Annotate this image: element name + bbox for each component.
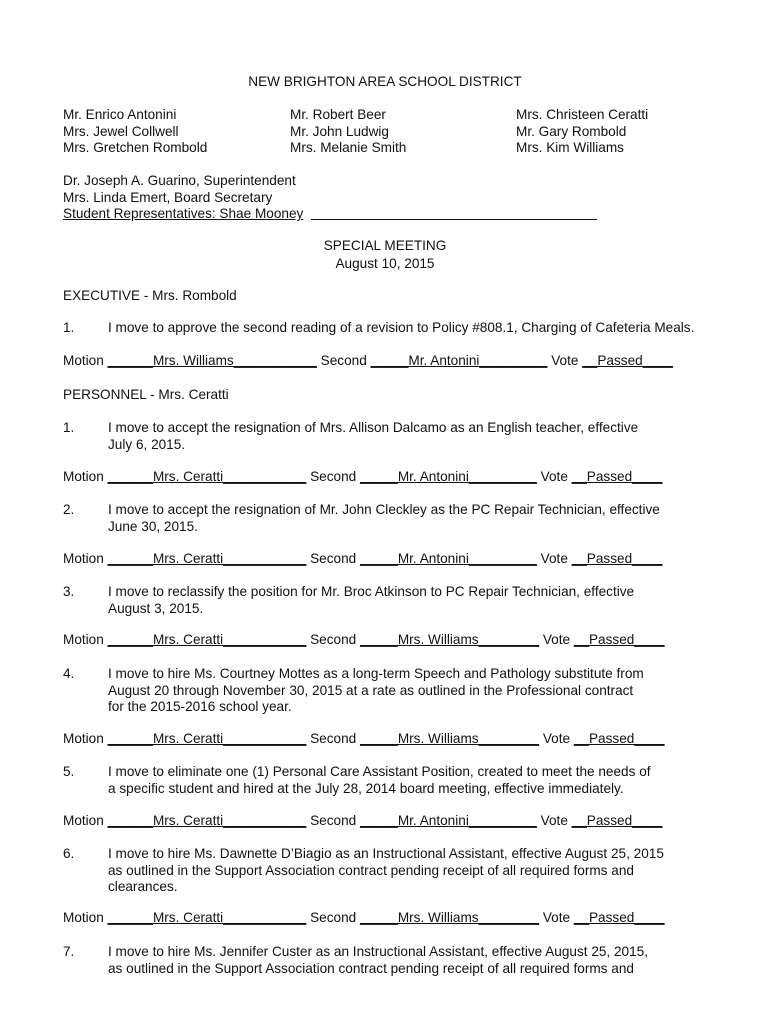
motion-label: Motion	[63, 731, 108, 746]
vote-label: Vote	[536, 469, 572, 484]
second-by: _____Mrs. Williams________	[360, 731, 540, 746]
item-line: July 6, 2015.	[108, 436, 186, 452]
board-member: Mr. John Ludwig	[290, 123, 389, 139]
item-line: June 30, 2015.	[108, 518, 198, 534]
vote-label: Vote	[536, 813, 572, 828]
item-line: August 3, 2015.	[108, 600, 204, 616]
motion-line	[63, 813, 662, 829]
second-label: Second	[306, 731, 361, 746]
second-label: Second	[306, 469, 361, 484]
item-text	[108, 944, 648, 977]
item-line: August 20 through November 30, 2015 at a rate as outlined in the Professional contract	[108, 682, 634, 698]
board-members-column-2	[290, 107, 406, 157]
board-secretary: Mrs. Linda Emert, Board Secretary	[63, 189, 273, 205]
board-member: Mrs. Gretchen Rombold	[63, 140, 208, 155]
motion-line	[63, 353, 673, 369]
item-number: 1.	[63, 420, 75, 435]
item-line: I move to hire Ms. Courtney Mottes as a long-term Speech and Pathology substitute from	[108, 666, 644, 681]
board-member: Mrs. Christeen Ceratti	[516, 107, 649, 122]
student-line-rule	[311, 219, 597, 220]
item-number: 4.	[63, 666, 75, 681]
second-by: _____Mrs. Williams________	[360, 910, 540, 925]
motion-line	[63, 731, 665, 747]
second-label: Second	[316, 353, 371, 368]
item-number: 5.	[63, 764, 75, 779]
item-line: I move to reclassify the position for Mr. Broc Atkinson to PC Repair Technician, effective	[108, 584, 635, 599]
administration-block	[63, 173, 303, 223]
second-by: _____Mrs. Williams________	[360, 632, 540, 647]
item-text	[108, 666, 644, 716]
item-line: I move to approve the second reading of a revision to Policy #808.1, Charging of Cafeteria Meals.	[108, 320, 695, 335]
second-label: Second	[306, 813, 361, 828]
motion-label: Motion	[63, 632, 108, 647]
board-member: Mr. Enrico Antonini	[63, 107, 177, 122]
item-line: as outlined in the Support Association contract pending receipt of all required forms and	[108, 960, 634, 976]
vote-result: __Passed____	[573, 632, 665, 647]
second-by: _____Mr. Antonini_________	[370, 353, 548, 368]
item-text	[108, 846, 664, 896]
vote-label: Vote	[539, 910, 574, 925]
section-heading-executive: EXECUTIVE - Mrs. Rombold	[63, 288, 237, 303]
item-line: I move to hire Ms. Dawnette D’Biagio as an Instructional Assistant, effective August 25, 2015	[108, 846, 664, 861]
motion-label: Motion	[63, 813, 108, 828]
motion-by: ______Mrs. Ceratti___________	[107, 469, 307, 484]
motion-line	[63, 910, 665, 926]
motion-by: ______Mrs. Ceratti___________	[107, 551, 307, 566]
board-member: Mr. Robert Beer	[290, 107, 386, 122]
item-text	[108, 420, 638, 453]
item-line: clearances.	[108, 879, 178, 894]
vote-label: Vote	[539, 632, 574, 647]
board-member: Mrs. Jewel Collwell	[63, 123, 179, 139]
item-text	[108, 584, 634, 617]
item-line: I move to hire Ms. Jennifer Custer as an Instructional Assistant, effective August 25, 2015,	[108, 944, 649, 959]
motion-line	[63, 551, 662, 567]
motion-by: ______Mrs. Ceratti___________	[107, 632, 307, 647]
item-number: 2.	[63, 502, 75, 517]
item-text	[108, 764, 651, 797]
motion-by: ______Mrs. Ceratti___________	[107, 731, 307, 746]
item-line: as outlined in the Support Association contract pending receipt of all required forms and	[108, 862, 634, 878]
vote-result: __Passed____	[582, 353, 673, 368]
item-number: 6.	[63, 846, 75, 861]
item-line: a specific student and hired at the July 28, 2014 board meeting, effective immediately.	[108, 780, 624, 796]
vote-label: Vote	[547, 353, 583, 368]
board-members-column-3	[516, 107, 648, 157]
student-representatives: Student Representatives: Shae Mooney	[63, 206, 304, 221]
second-by: _____Mr. Antonini_________	[360, 551, 537, 566]
board-members-column-1	[63, 107, 207, 157]
item-number: 7.	[63, 944, 75, 959]
motion-label: Motion	[63, 910, 108, 925]
second-label: Second	[306, 632, 361, 647]
motion-by: ______Mrs. Williams___________	[107, 353, 317, 368]
board-member: Mr. Gary Rombold	[516, 123, 627, 139]
motion-label: Motion	[63, 353, 108, 368]
second-label: Second	[306, 551, 361, 566]
item-number: 3.	[63, 584, 75, 599]
item-line: I move to accept the resignation of Mrs. Allison Dalcamo as an English teacher, effective	[108, 420, 639, 435]
item-text	[108, 502, 660, 535]
board-member: Mrs. Melanie Smith	[290, 140, 407, 155]
motion-by: ______Mrs. Ceratti___________	[107, 910, 307, 925]
item-number: 1.	[63, 320, 75, 335]
district-title: NEW BRIGHTON AREA SCHOOL DISTRICT	[248, 74, 522, 89]
item-line: for the 2015-2016 school year.	[108, 699, 292, 714]
item-text	[108, 320, 694, 337]
second-by: _____Mr. Antonini_________	[360, 469, 537, 484]
vote-result: __Passed____	[571, 469, 663, 484]
second-by: _____Mr. Antonini_________	[360, 813, 537, 828]
vote-label: Vote	[536, 551, 572, 566]
meeting-date: August 10, 2015	[335, 256, 435, 271]
vote-result: __Passed____	[573, 731, 665, 746]
motion-label: Motion	[63, 469, 108, 484]
motion-line	[63, 632, 665, 648]
meeting-type: SPECIAL MEETING	[323, 238, 447, 253]
item-line: I move to accept the resignation of Mr. John Cleckley as the PC Repair Technician, effective	[108, 502, 660, 517]
motion-label: Motion	[63, 551, 108, 566]
motion-by: ______Mrs. Ceratti___________	[107, 813, 307, 828]
second-label: Second	[306, 910, 361, 925]
vote-result: __Passed____	[571, 551, 663, 566]
superintendent: Dr. Joseph A. Guarino, Superintendent	[63, 173, 296, 188]
section-heading-personnel: PERSONNEL - Mrs. Ceratti	[63, 387, 229, 402]
vote-label: Vote	[539, 731, 574, 746]
item-line: I move to eliminate one (1) Personal Care Assistant Position, created to meet the needs of	[108, 764, 651, 779]
vote-result: __Passed____	[573, 910, 665, 925]
board-member: Mrs. Kim Williams	[516, 140, 624, 155]
motion-line	[63, 469, 662, 485]
vote-result: __Passed____	[571, 813, 663, 828]
